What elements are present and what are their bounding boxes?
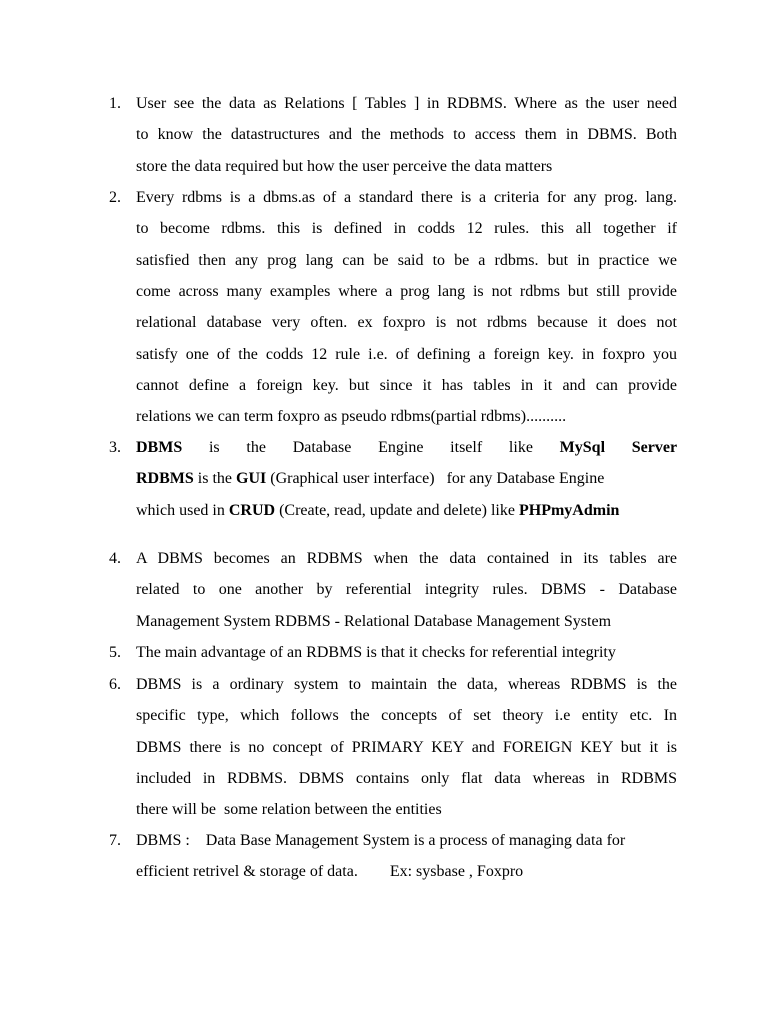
text-line: DBMS there is no concept of PRIMARY KEY and FOREIGN KEY but it is bbox=[136, 738, 677, 756]
text-line: satisfied then any prog lang can be said to be a rdbms. but in practice we bbox=[136, 251, 677, 269]
text-line bbox=[136, 432, 677, 463]
text-line: A DBMS becomes an RDBMS when the data contained in its tables are bbox=[136, 550, 677, 567]
text-line: cannot define a foreign key. but since it has tables in it and can provide bbox=[136, 376, 677, 394]
text-line: The main advantage of an RDBMS is that it checks for referential integrity bbox=[136, 644, 616, 661]
text-line: store the data required but how the user perceive the data matters bbox=[136, 157, 553, 175]
list-number: 7. bbox=[109, 832, 121, 849]
text-line: relational database very often. ex foxpro is not rdbms because it does not bbox=[136, 314, 677, 332]
text-line: Management System RDBMS - Relational Database Management System bbox=[136, 612, 612, 630]
list-number: 6. bbox=[109, 676, 121, 693]
word: the bbox=[246, 439, 266, 456]
text-line: to know the datastructures and the methods to access them in DBMS. Both bbox=[136, 126, 677, 144]
word: like bbox=[508, 439, 533, 456]
term-mysql: MySql bbox=[559, 439, 606, 456]
list-number: 1. bbox=[109, 95, 121, 112]
text-line: related to one another by referential integrity rules. DBMS - Database bbox=[136, 581, 677, 599]
word: Engine bbox=[378, 439, 424, 456]
text-line: User see the data as Relations [ Tables ] in RDBMS. Where as the user need bbox=[136, 95, 677, 112]
text-line: specific type, which follows the concepts of set theory i.e entity etc. In bbox=[136, 707, 677, 725]
text-run: (Create, read, update and delete) like bbox=[275, 501, 519, 519]
text-line: included in RDBMS. DBMS contains only flat data whereas in RDBMS bbox=[136, 769, 677, 787]
list-number: 2. bbox=[109, 189, 121, 206]
text-line bbox=[136, 463, 677, 494]
term-rdbms: RDBMS bbox=[136, 470, 194, 488]
text-line: efficient retrivel & storage of data. Ex: sysbase , Foxpro bbox=[136, 863, 524, 881]
word: Database bbox=[292, 439, 352, 456]
term-gui: GUI bbox=[236, 470, 267, 488]
text-line: come across many examples where a prog lang is not rdbms but still provide bbox=[136, 282, 677, 300]
text-line: to become rdbms. this is defined in codds 12 rules. this all together if bbox=[136, 220, 677, 238]
list-number: 3. bbox=[109, 439, 121, 456]
text-line: there will be some relation between the entities bbox=[136, 801, 442, 819]
text-line: relations we can term foxpro as pseudo rdbms(partial rdbms).......... bbox=[136, 408, 567, 426]
term-phpmyadmin: PHPmyAdmin bbox=[518, 501, 620, 519]
word: is bbox=[208, 439, 220, 456]
term-server: Server bbox=[631, 439, 677, 456]
text-run: is the bbox=[193, 470, 236, 488]
list-number: 5. bbox=[109, 644, 121, 661]
word: itself bbox=[450, 439, 483, 456]
text-line: DBMS is a ordinary system to maintain the data, whereas RDBMS is the bbox=[136, 676, 677, 693]
text-run: which used in bbox=[136, 501, 229, 519]
list-number: 4. bbox=[109, 550, 121, 567]
text-run: (Graphical user interface) for any Database Engine bbox=[266, 470, 605, 488]
text-line bbox=[136, 495, 677, 526]
term-dbms: DBMS bbox=[136, 439, 183, 456]
text-line: satisfy one of the codds 12 rule i.e. of defining a foreign key. in foxpro you bbox=[136, 345, 677, 363]
text-line: DBMS : Data Base Management System is a process of managing data for bbox=[136, 832, 626, 849]
term-crud: CRUD bbox=[228, 501, 276, 519]
text-line: Every rdbms is a dbms.as of a standard there is a criteria for any prog. lang. bbox=[136, 189, 677, 206]
